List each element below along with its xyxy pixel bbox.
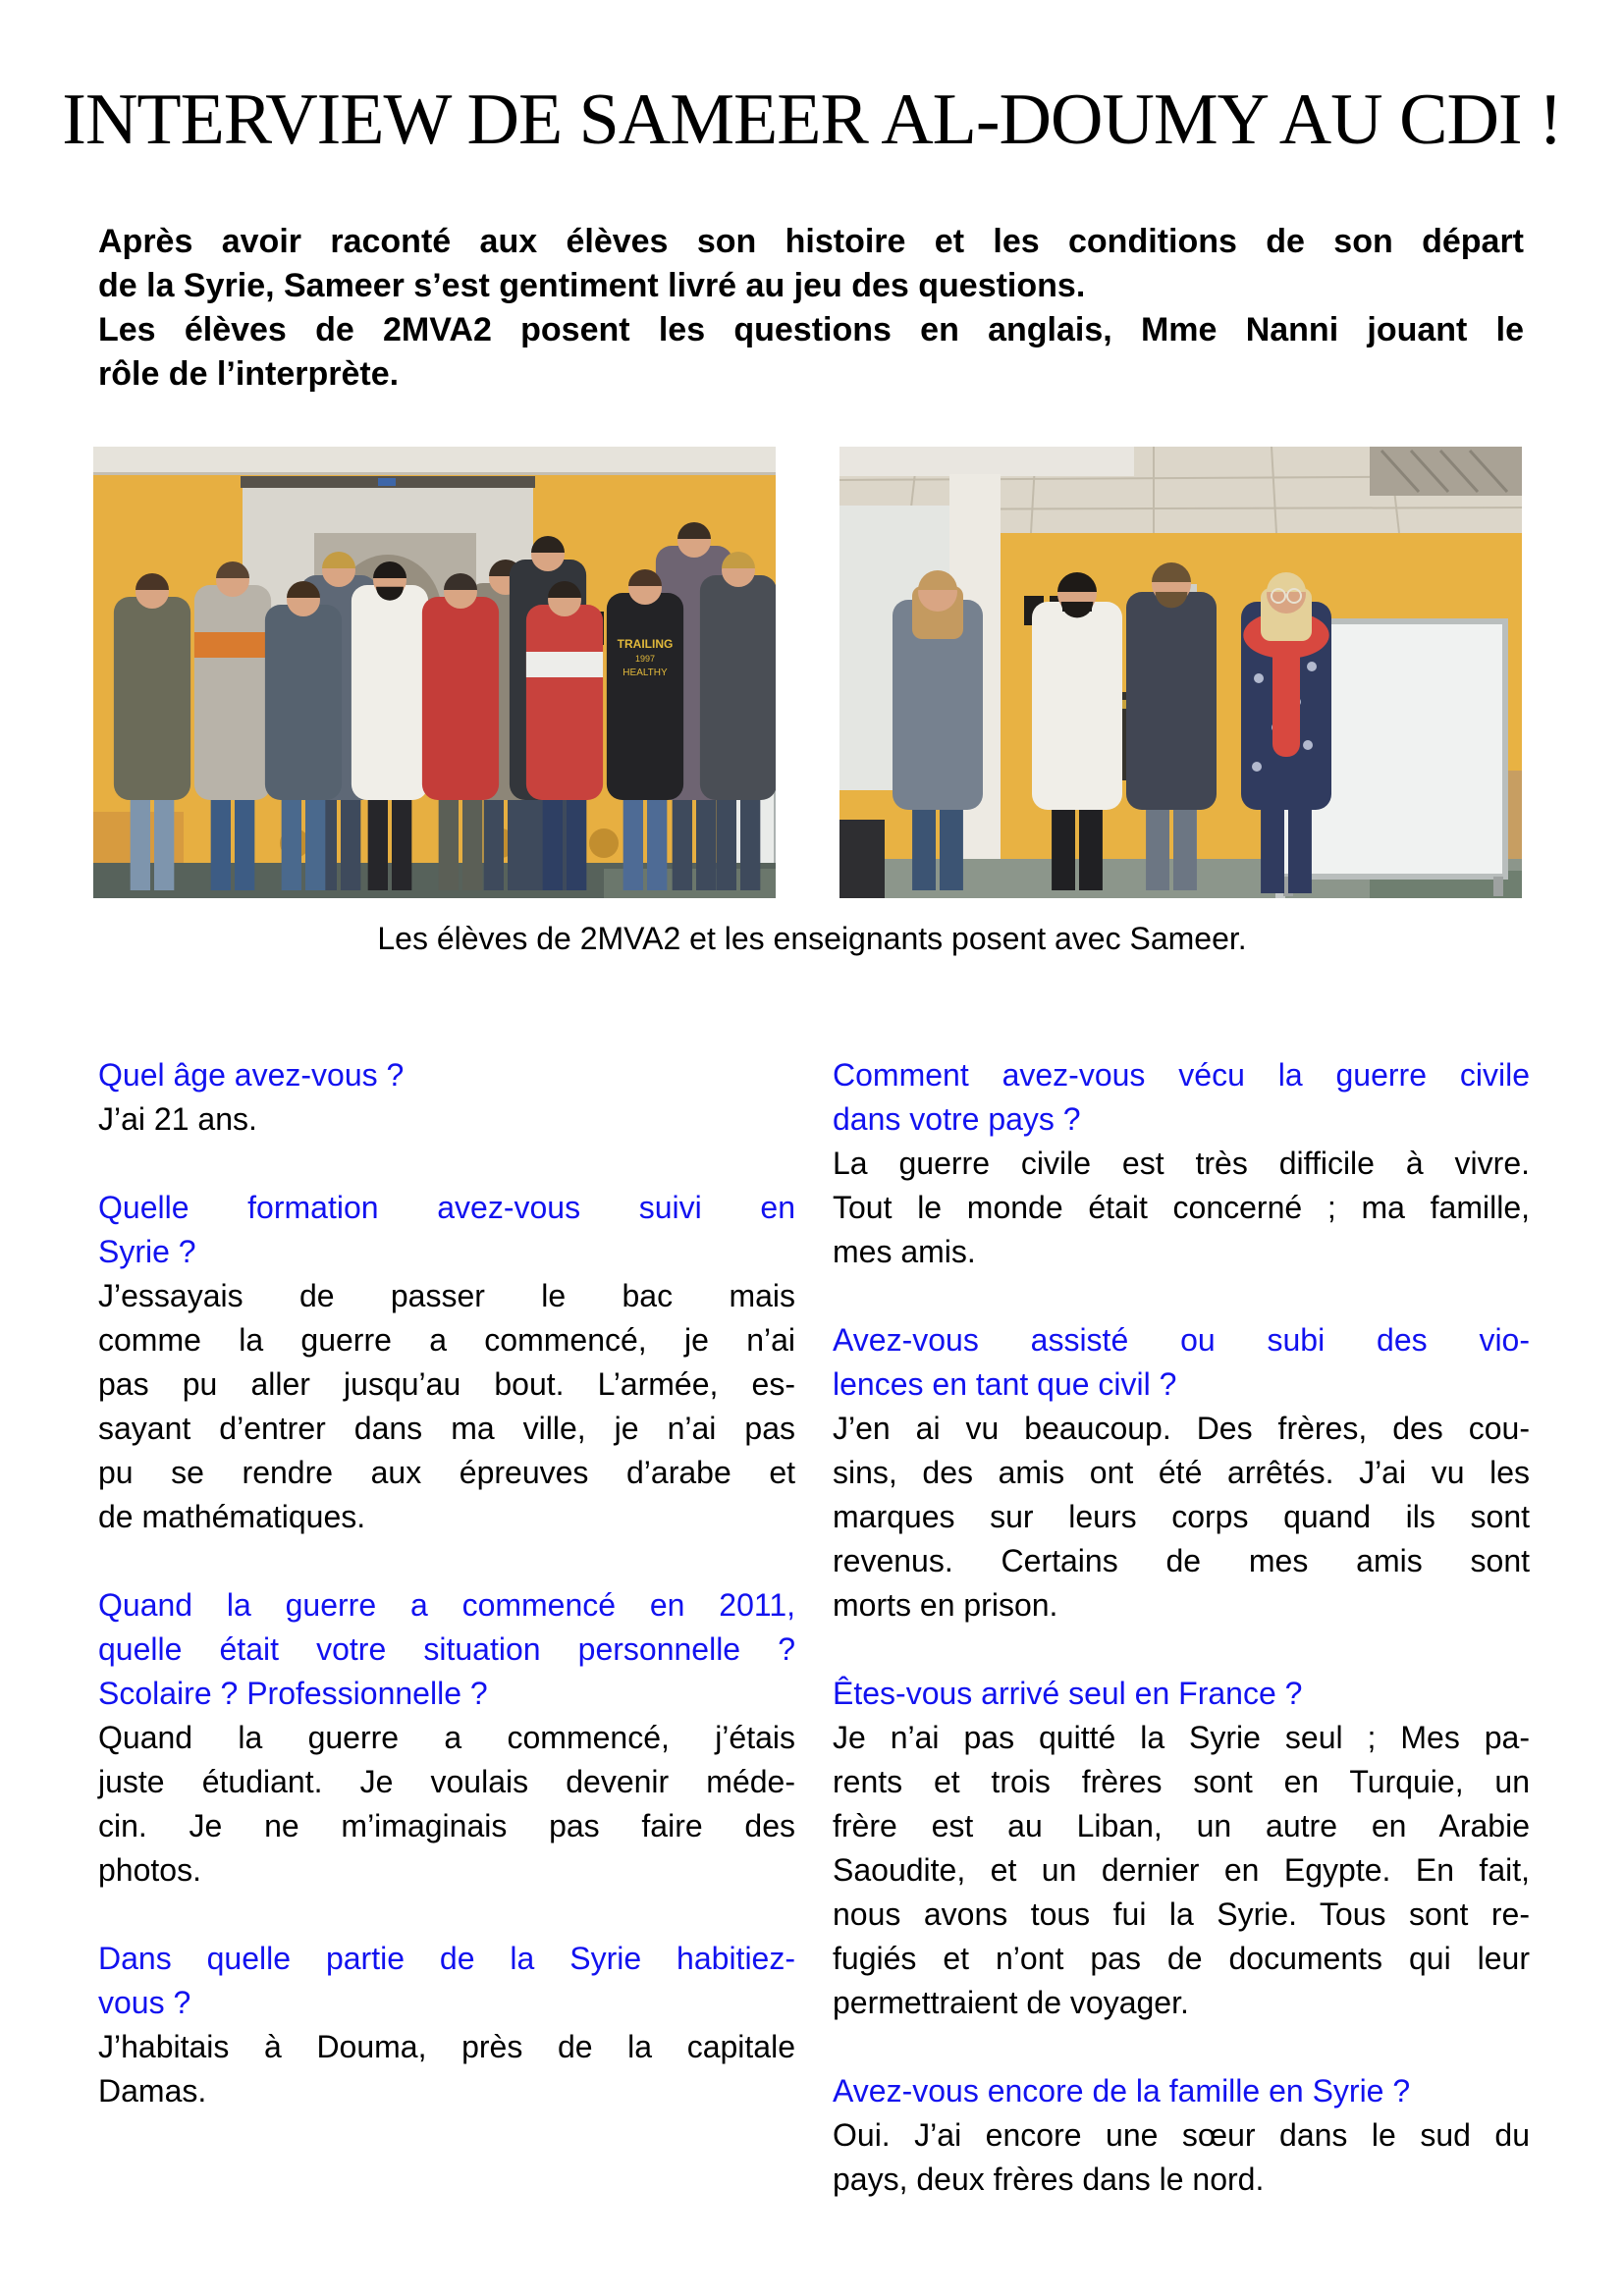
- question: [98, 1186, 795, 1274]
- question-line: dans votre pays ?: [833, 1101, 1081, 1137]
- intro-paragraph: [98, 308, 1524, 397]
- qa-block: [98, 1186, 795, 1539]
- photo-students-image: [93, 447, 776, 898]
- answer-line: sins, des amis ont été arrêtés. J’ai vu les: [833, 1455, 1530, 1490]
- answer: [98, 1274, 795, 1539]
- photo-caption: Les élèves de 2MVA2 et les enseignants posent avec Sameer.: [377, 921, 1247, 956]
- qa-block: [833, 2069, 1530, 2202]
- answer-line: pas pu aller jusqu’au bout. L’armée, es-: [98, 1366, 795, 1402]
- qa-block: [98, 1583, 795, 1893]
- answer-line: marques sur leurs corps quand ils sont: [833, 1499, 1530, 1534]
- qa-block: [98, 1937, 795, 2113]
- answer-line: mes amis.: [833, 1234, 976, 1269]
- photo-row: [93, 447, 1522, 898]
- intro-line: rôle de l’interprète.: [98, 355, 400, 393]
- answer-line: Saoudite, et un dernier en Egypte. En fait,: [833, 1852, 1530, 1888]
- answer-line: cin. Je ne m’imaginais pas faire des: [98, 1808, 795, 1843]
- intro-line: de la Syrie, Sameer s’est gentiment livré au jeu des questions.: [98, 267, 1086, 304]
- question-line: vous ?: [98, 1985, 191, 2020]
- answer: [98, 1716, 795, 1893]
- question-line: Quel âge avez-vous ?: [98, 1057, 405, 1093]
- question: [98, 1937, 795, 2025]
- svg-text:1997: 1997: [634, 654, 656, 664]
- question-line: Scolaire ? Professionnelle ?: [98, 1676, 488, 1711]
- question: [833, 2069, 1530, 2113]
- answer-line: J’ai 21 ans.: [98, 1101, 257, 1137]
- answer-line: Je n’ai pas quitté la Syrie seul ; Mes pa-: [833, 1720, 1530, 1755]
- question-line: Quelle formation avez-vous suivi en: [98, 1190, 795, 1225]
- answer-line: revenus. Certains de mes amis sont: [833, 1543, 1530, 1578]
- intro-paragraph: [98, 220, 1524, 308]
- intro-line: Les élèves de 2MVA2 posent les questions en anglais, Mme Nanni jouant le: [98, 311, 1524, 348]
- question: [833, 1318, 1530, 1407]
- qa-block: [833, 1053, 1530, 1274]
- answer-line: nous avons tous fui la Syrie. Tous sont re-: [833, 1896, 1530, 1932]
- answer-line: J’essayais de passer le bac mais: [98, 1278, 795, 1313]
- answer-line: morts en prison.: [833, 1587, 1058, 1623]
- dark-bag: [839, 820, 885, 898]
- hoodie-text: TRAILING: [617, 637, 674, 651]
- answer: [833, 2113, 1530, 2202]
- question-line: quelle était votre situation personnelle ?: [98, 1631, 795, 1667]
- question-line: Comment avez-vous vécu la guerre civile: [833, 1057, 1530, 1093]
- photo-teachers-image: [839, 447, 1522, 898]
- ceiling: [93, 447, 776, 472]
- answer: [98, 1097, 795, 1142]
- question-line: Quand la guerre a commencé en 2011,: [98, 1587, 795, 1623]
- question-line: Avez-vous assisté ou subi des vio-: [833, 1322, 1530, 1358]
- answer-line: J’habitais à Douma, près de la capitale: [98, 2029, 795, 2064]
- question: [98, 1053, 795, 1097]
- answer-line: pu se rendre aux épreuves d’arabe et: [98, 1455, 795, 1490]
- question: [833, 1672, 1530, 1716]
- answer-line: sayant d’entrer dans ma ville, je n’ai pas: [98, 1411, 795, 1446]
- question-line: Syrie ?: [98, 1234, 196, 1269]
- answer-line: fugiés et n’ont pas de documents qui leur: [833, 1941, 1530, 1976]
- question: [833, 1053, 1530, 1142]
- question: [98, 1583, 795, 1716]
- answer-line: frère est au Liban, un autre en Arabie: [833, 1808, 1530, 1843]
- question-line: lences en tant que civil ?: [833, 1366, 1177, 1402]
- intro-paragraphs: [98, 220, 1524, 397]
- answer: [833, 1716, 1530, 2025]
- qa-block: [98, 1053, 795, 1142]
- answer-line: La guerre civile est très difficile à vivre.: [833, 1146, 1530, 1181]
- answer-line: permettraient de voyager.: [833, 1985, 1189, 2020]
- qa-block: [833, 1318, 1530, 1628]
- answer-line: Damas.: [98, 2073, 207, 2109]
- answer-line: rents et trois frères sont en Turquie, un: [833, 1764, 1530, 1799]
- answer-line: juste étudiant. Je voulais devenir méde-: [98, 1764, 795, 1799]
- qa-columns: [98, 1053, 1530, 2246]
- answer: [98, 2025, 795, 2113]
- qa-block: [833, 1672, 1530, 2025]
- answer-line: comme la guerre a commencé, je n’ai: [98, 1322, 795, 1358]
- answer-line: de mathématiques.: [98, 1499, 366, 1534]
- answer-line: Oui. J’ai encore une sœur dans le sud du: [833, 2117, 1530, 2153]
- qa-column-right: [833, 1053, 1530, 2246]
- page-title: INTERVIEW DE SAMEER AL-DOUMY AU CDI !: [62, 80, 1562, 160]
- answer-line: photos.: [98, 1852, 201, 1888]
- answer-line: Quand la guerre a commencé, j’étais: [98, 1720, 795, 1755]
- answer-line: J’en ai vu beaucoup. Des frères, des cou-: [833, 1411, 1530, 1446]
- answer: [833, 1407, 1530, 1628]
- intro-line: Après avoir raconté aux élèves son histoire et les conditions de son départ: [98, 223, 1524, 260]
- svg-text:HEALTHY: HEALTHY: [623, 667, 668, 678]
- answer-line: pays, deux frères dans le nord.: [833, 2162, 1265, 2197]
- qa-column-left: [98, 1053, 795, 2246]
- question-line: Dans quelle partie de la Syrie habitiez-: [98, 1941, 795, 1976]
- question-line: Avez-vous encore de la famille en Syrie ?: [833, 2073, 1411, 2109]
- answer-line: Tout le monde était concerné ; ma famille,: [833, 1190, 1530, 1225]
- answer: [833, 1142, 1530, 1274]
- question-line: Êtes-vous arrivé seul en France ?: [833, 1676, 1303, 1711]
